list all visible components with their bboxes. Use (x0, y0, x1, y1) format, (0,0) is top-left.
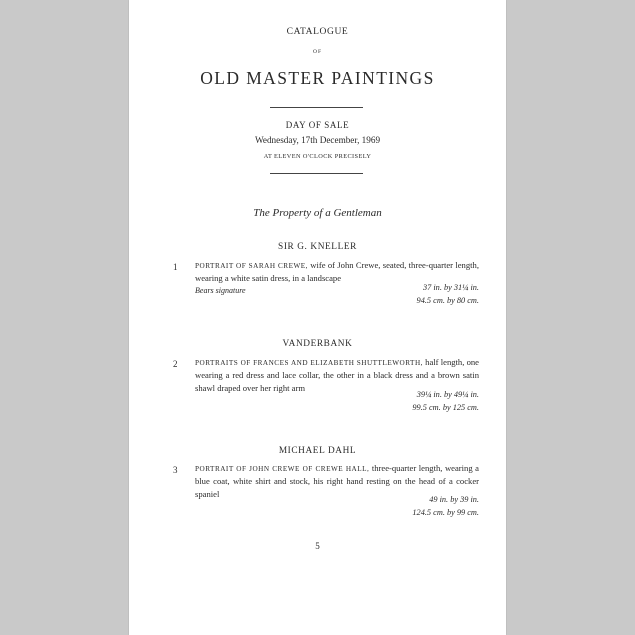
lot-details: three-quarter length, wearing a blue coat, white shirt and stock, his right hand resting on the head of a cocker spaniel (195, 463, 479, 499)
sale-date: Wednesday, 17th December, 1969 (254, 135, 381, 145)
page-title: OLD MASTER PAINTINGS (200, 68, 435, 88)
lot-dimensions-imperial: 49 in. by 39 in. (429, 495, 479, 504)
artist-name: SIR G. KNELLER (278, 242, 357, 252)
lot-dimensions-metric: 99.5 cm. by 125 cm. (412, 403, 479, 412)
lot-description (195, 259, 479, 285)
lot-details: wife of John Crewe, seated, three-quarter length, wearing a white satin dress, in a landscape (195, 260, 479, 284)
lot-number: 2 (173, 359, 178, 369)
lot-details: half length, one wearing a red dress and lace collar, the other in a black dress and a brown satin shawl draped over her right arm (195, 357, 479, 393)
of-label: OF (312, 49, 323, 55)
catalogue-heading: CATALOGUE (286, 27, 349, 37)
lot-number: 3 (173, 465, 178, 475)
lot-note: Bears signature (195, 286, 246, 295)
lot-description (195, 356, 479, 394)
lot-title: PORTRAITS OF FRANCES AND ELIZABETH SHUTTLEWORTH, (195, 359, 423, 367)
sale-time: AT ELEVEN O'CLOCK PRECISELY (263, 153, 372, 160)
divider-bottom (270, 173, 363, 174)
artist-name: MICHAEL DAHL (278, 446, 357, 456)
lot-title: PORTRAIT OF SARAH CREWE, (195, 262, 308, 270)
lot-dimensions-imperial: 39¼ in. by 49¼ in. (416, 390, 479, 399)
page-number: 5 (315, 541, 320, 551)
property-heading: The Property of a Gentleman (253, 207, 382, 219)
lot-dimensions-metric: 124.5 cm. by 99 cm. (412, 508, 479, 517)
artist-name: VANDERBANK (282, 339, 353, 349)
divider-top (270, 107, 363, 108)
lot-title: PORTRAIT OF JOHN CREWE OF CREWE HALL, (195, 465, 370, 473)
catalogue-page (129, 0, 506, 635)
day-of-sale-heading: DAY OF SALE (285, 120, 350, 130)
lot-dimensions-imperial: 37 in. by 31¼ in. (423, 283, 479, 292)
lot-number: 1 (173, 262, 178, 272)
lot-dimensions-metric: 94.5 cm. by 80 cm. (416, 296, 479, 305)
